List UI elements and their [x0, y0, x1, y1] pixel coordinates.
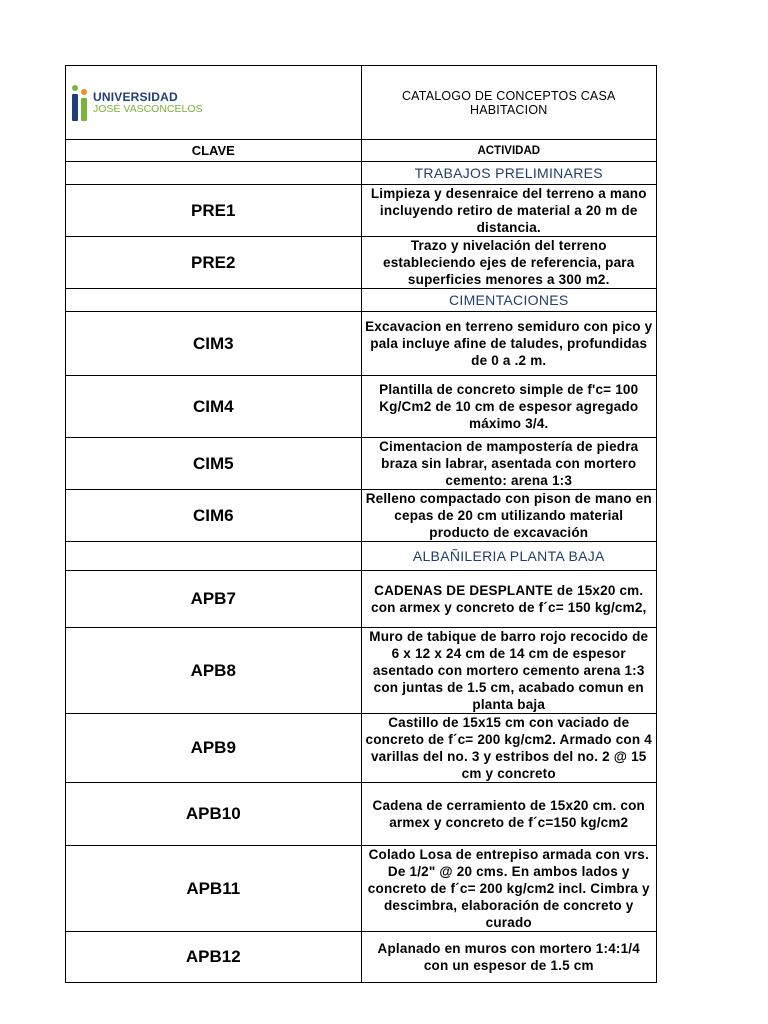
actividad-cell: Limpieza y desenraice del terreno a mano incluyendo retiro de material a 20 m de distancia. [361, 185, 657, 237]
document-title: CATALOGO DE CONCEPTOS CASA HABITACION [361, 66, 657, 140]
section-row [66, 289, 657, 312]
logo-wordmark-line2: JOSÉ VASCONCELOS [93, 102, 203, 115]
actividad-cell: CADENAS DE DESPLANTE de 15x20 cm. con armex y concreto de f´c= 150 kg/cm2, [361, 571, 657, 628]
table-row [66, 783, 657, 846]
clave-cell: CIM4 [66, 376, 362, 438]
column-header-clave: CLAVE [66, 140, 362, 162]
column-header-row [66, 140, 657, 162]
clave-cell: APB9 [66, 714, 362, 783]
table-row [66, 846, 657, 932]
actividad-cell: Cadena de cerramiento de 15x20 cm. con armex y concreto de f´c=150 kg/cm2 [361, 783, 657, 846]
table-row [66, 490, 657, 542]
section-empty-cell [66, 162, 362, 185]
section-label: TRABAJOS PRELIMINARES [361, 162, 657, 185]
clave-cell: PRE2 [66, 237, 362, 289]
clave-cell: APB12 [66, 932, 362, 983]
actividad-cell: Colado Losa de entrepiso armada con vrs. De 1/2" @ 20 cms. En ambos lados y concreto de f´c= 200 kg/cm2 incl. Cimbra y descimbra, elaboración de concreto y curado [361, 846, 657, 932]
column-header-actividad: ACTIVIDAD [361, 140, 657, 162]
actividad-cell: Aplanado en muros con mortero 1:4:1/4 con un espesor de 1.5 cm [361, 932, 657, 983]
clave-cell: CIM5 [66, 438, 362, 490]
clave-cell: APB11 [66, 846, 362, 932]
logo-wordmark-line1: UNIVERSIDAD [93, 89, 178, 104]
concept-catalog-sheet [65, 65, 657, 983]
actividad-cell: Relleno compactado con pison de mano en cepas de 20 cm utilizando material producto de excavación [361, 490, 657, 542]
table-row [66, 312, 657, 376]
actividad-cell: Muro de tabique de barro rojo recocido de 6 x 12 x 24 cm de 14 cm de espesor asentado con mortero cemento arena 1:3 con juntas de 1.5 cm, acabado comun en planta baja [361, 628, 657, 714]
actividad-cell: Excavacion en terreno semiduro con pico y pala incluye afine de taludes, profundidas de 0 a .2 m. [361, 312, 657, 376]
actividad-cell: Plantilla de concreto simple de f'c= 100 Kg/Cm2 de 10 cm de espesor agregado máximo 3/4. [361, 376, 657, 438]
section-label: ALBAÑILERIA PLANTA BAJA [361, 542, 657, 571]
table-row [66, 714, 657, 783]
table-row [66, 185, 657, 237]
table-header-row [66, 66, 657, 140]
section-empty-cell [66, 542, 362, 571]
table-row [66, 438, 657, 490]
section-row [66, 542, 657, 571]
table-row [66, 932, 657, 983]
clave-cell: APB8 [66, 628, 362, 714]
clave-cell: APB7 [66, 571, 362, 628]
table-row [66, 376, 657, 438]
clave-cell: PRE1 [66, 185, 362, 237]
table-row [66, 237, 657, 289]
clave-cell: CIM3 [66, 312, 362, 376]
actividad-cell: Cimentacion de mampostería de piedra braza sin labrar, asentada con mortero cemento: arena 1:3 [361, 438, 657, 490]
logo-figure-icon [70, 84, 90, 122]
clave-cell: APB10 [66, 783, 362, 846]
actividad-cell: Castillo de 15x15 cm con vaciado de concreto de f´c= 200 kg/cm2. Armado con 4 varillas del no. 3 y estribos del no. 2 @ 15 cm y concreto [361, 714, 657, 783]
table-row [66, 628, 657, 714]
actividad-cell: Trazo y nivelación del terreno estableciendo ejes de referencia, para superficies menores a 300 m2. [361, 237, 657, 289]
table-row [66, 571, 657, 628]
section-row [66, 162, 657, 185]
logo-cell [66, 66, 362, 140]
section-empty-cell [66, 289, 362, 312]
section-label: CIMENTACIONES [361, 289, 657, 312]
concept-catalog-table [65, 65, 657, 983]
university-logo [68, 84, 359, 122]
clave-cell: CIM6 [66, 490, 362, 542]
